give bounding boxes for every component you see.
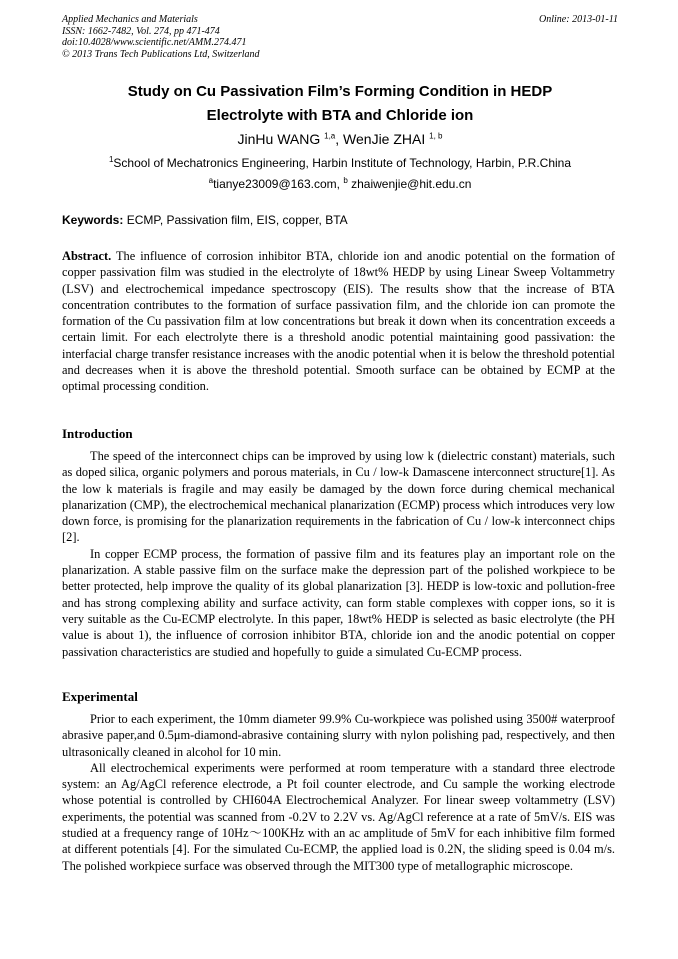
introduction-paragraph-1: The speed of the interconnect chips can be improved by using low k (dielectric constant) materials, such as doped silica, organic polymers and porous materials, in Cu / low-k Damascene interconnect structure[1]. As the low k materials is fragile and may easily be damaged by the down force during chemical mechanical planarization (CMP), the electrochemical mechanical planarization (ECMP) process which introduces very low down force, is promising for the planarization requirements in the fabrication of Cu / low-k interconnect chips [2]. xyxy=(62,449,615,545)
author-list xyxy=(62,130,618,148)
journal-copyright: © 2013 Trans Tech Publications Ltd, Switzerland xyxy=(62,48,260,60)
paper-title xyxy=(62,80,618,128)
journal-doi[interactable]: doi:10.4028/www.scientific.net/AMM.274.471 xyxy=(62,37,247,48)
keywords-label: Keywords: xyxy=(62,213,124,227)
email-a-marker: a xyxy=(208,176,214,185)
introduction-heading: Introduction xyxy=(62,426,133,441)
journal-name: Applied Mechanics and Materials xyxy=(62,14,198,25)
keywords xyxy=(62,212,618,228)
experimental-heading: Experimental xyxy=(62,689,138,704)
introduction-body xyxy=(62,448,615,660)
email-b[interactable]: zhaiwenjie@hit.edu.cn xyxy=(347,177,472,191)
email-b-marker: b xyxy=(343,176,348,185)
author-1-name: JinHu WANG xyxy=(237,131,325,147)
journal-header xyxy=(62,14,618,60)
author-separator: , xyxy=(335,131,344,147)
author-1-marker: 1,a xyxy=(324,131,336,141)
journal-issn: ISSN: 1662-7482, Vol. 274, pp 471-474 xyxy=(62,25,220,37)
keywords-text: ECMP, Passivation film, EIS, copper, BTA xyxy=(123,213,348,227)
experimental-paragraph-2: All electrochemical experiments were performed at room temperature with a standard three electrode system: an Ag/AgCl reference electrode, a Pt foil counter electrode, and Cu sample the working electrode whose potential is controlled by CHI604A Electrochemical Analyzer. For linear sweep voltammetry (LSV) experiments, the potential was scanned from -0.2V to 2.2V vs. Ag/AgCl reference at a rate of 5mV/s. EIS was studied at a frequency range of 10Hz～100KHz with an ac amplitude of 5mV for each inhibitive film formed at different potentials [4]. For the simulated Cu-ECMP, the applied load is 0.2N, the sliding speed is 0.04 m/s. The polished workpiece surface was observed through the MIT300 type of metallographic microscope. xyxy=(62,760,615,873)
introduction-paragraph-2: In copper ECMP process, the formation of passive film and its features play an important role on the planarization. A stable passive film on the surface make the depression part of the polished workpiece to be better protected, help improve the quality of its global planarization [3]. HEDP is low-toxic and pollution-free and has strong complexing ability and surface activity, can form stable complexes with copper ions, so it is very suitable as the Cu-ECMP electrolyte. In this paper, 18wt% HEDP is selected as basic electrolyte (the PH value is about 1), the influence of corrosion inhibitor BTA, chloride ion and the anodic potential on copper passivation characteristics are studied and hopefully to guide a simulated Cu-ECMP process. xyxy=(62,546,615,659)
journal-info xyxy=(62,14,618,60)
paper-title-line-1: Study on Cu Passivation Film’s Forming Condition in HEDP xyxy=(127,83,553,100)
author-emails xyxy=(62,176,618,192)
abstract-text: The influence of corrosion inhibitor BTA, chloride ion and anodic potential on the formation of copper passivation film was studied in the electrolyte of 18wt% HEDP by using Linear Sweep Voltammetry (LSV) and electrochemical impedance spectroscopy (EIS). The results show that the increase of BTA concentration contributes to the formation of surface passivation film, and the chloride ion can promote the formation of the Cu passivation film at low concentrations but break it down when its concentration exceeds a certain limit. For each electrolyte there is a threshold anodic potential maintaining good passivation: the interfacial charge transfer resistance increases with the anodic potential when it is below the threshold potential and decreases when it is above the threshold potential. Smooth surface can be obtained by ECMP at the optimal processing condition. xyxy=(62,249,615,394)
affiliation xyxy=(62,155,618,171)
author-2-name: WenJie ZHAI xyxy=(343,131,430,147)
email-a[interactable]: tianye23009@163.com, xyxy=(213,177,344,191)
experimental-paragraph-1: Prior to each experiment, the 10mm diameter 99.9% Cu-workpiece was polished using 3500# waterproof abrasive paper,and 0.5μm-diamond-abrasive containing slurry with nylon polishing pad, respectively, and then ultrasonically cleaned in alcohol for 10 min. xyxy=(62,712,615,759)
online-date: Online: 2013-01-11 xyxy=(539,14,618,25)
abstract xyxy=(62,248,615,395)
paper-title-line-2: Electrolyte with BTA and Chloride ion xyxy=(206,107,474,124)
affiliation-marker: 1 xyxy=(108,155,114,164)
affiliation-text: School of Mechatronics Engineering, Harbin Institute of Technology, Harbin, P.R.China xyxy=(113,156,572,170)
abstract-label: Abstract. xyxy=(62,249,112,263)
author-2-marker: 1, b xyxy=(429,131,443,141)
experimental-body xyxy=(62,711,615,874)
